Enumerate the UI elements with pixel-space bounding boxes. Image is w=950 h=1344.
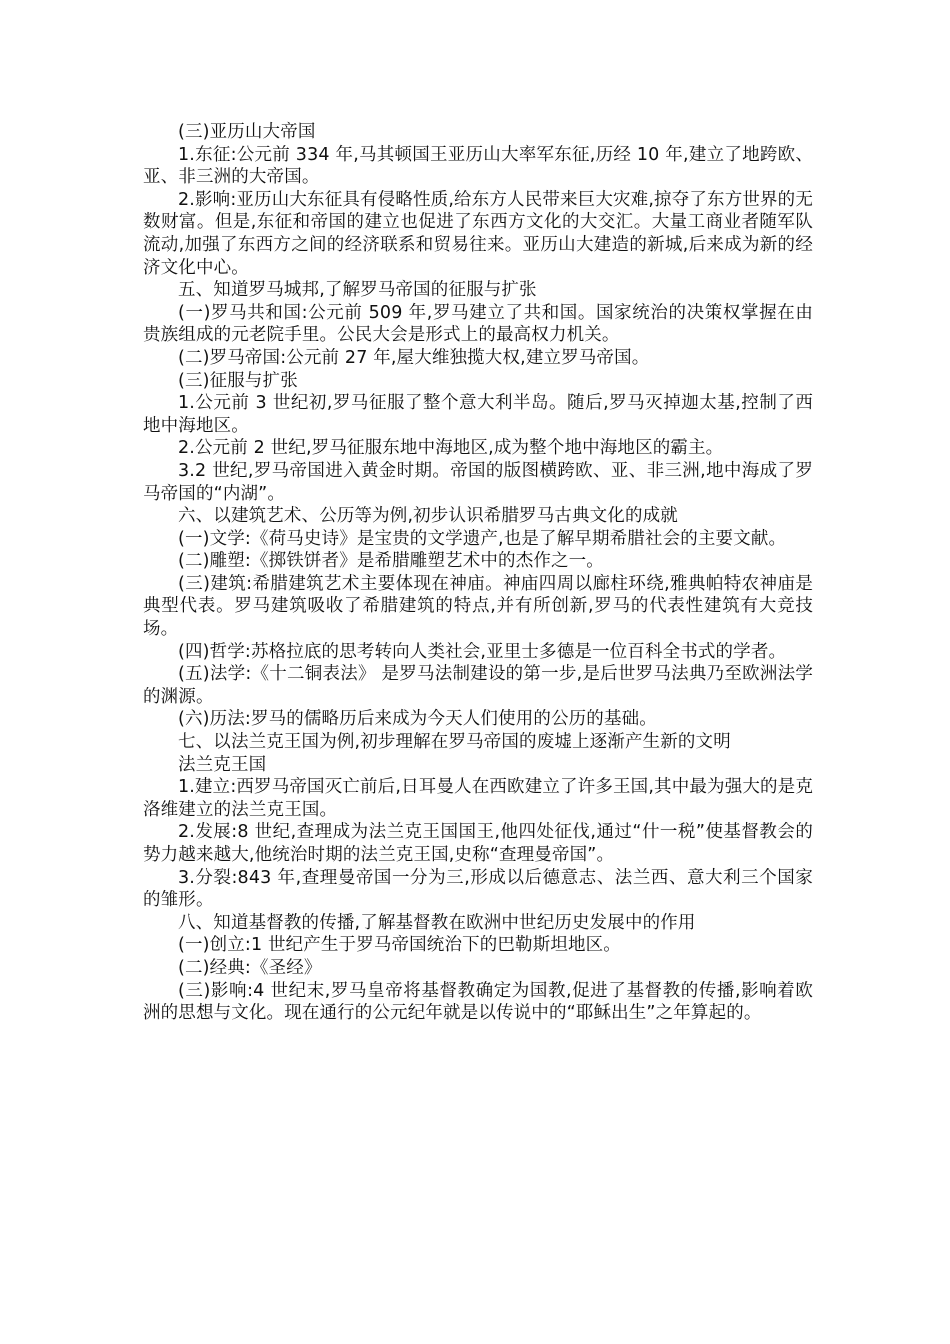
paragraph-eastern-campaign: 1.东征:公元前 334 年,马其顿国王亚历山大率军东征,历经 10 年,建立了地跨欧、亚、非三洲的大帝国。 (143, 144, 813, 188)
subsection-heading-conquest: (三)征服与扩张 (178, 370, 298, 391)
section-heading-christianity: 八、知道基督教的传播,了解基督教在欧洲中世纪历史发展中的作用 (178, 912, 696, 933)
paragraph-architecture: (三)建筑:希腊建筑艺术主要体现在神庙。神庙四周以廊柱环绕,雅典帕特农神庙是典型代表。罗马建筑吸收了希腊建筑的特点,并有所创新,罗马的代表性建筑有大竞技场。 (143, 573, 813, 640)
section-heading-rome: 五、知道罗马城邦,了解罗马帝国的征服与扩张 (178, 280, 537, 301)
paragraph-conquest-italy: 1.公元前 3 世纪初,罗马征服了整个意大利半岛。随后,罗马灭掉迦太基,控制了西地中海地区。 (143, 393, 813, 436)
paragraph-christianity-scripture: (二)经典:《圣经》 (178, 957, 322, 978)
paragraph-frank-development: 2.发展:8 世纪,查理成为法兰克王国国王,他四处征伐,通过“什一税”使基督教会的势力越来越大,他统治时期的法兰克王国,史称“查理曼帝国”。 (143, 822, 813, 865)
subsection-heading-alexander-empire: (三)亚历山大帝国 (178, 122, 316, 142)
paragraph-philosophy: (四)哲学:苏格拉底的思考转向人类社会,亚里士多德是一位百科全书式的学者。 (178, 641, 787, 662)
paragraph-law: (五)法学:《十二铜表法》 是罗马法制建设的第一步,是后世罗马法典乃至欧洲法学的渊源。 (143, 664, 813, 707)
paragraph-roman-republic: (一)罗马共和国:公元前 509 年,罗马建立了共和国。国家统治的决策权掌握在由贵族组成的元老院手里。公民大会是形式上的最高权力机关。 (143, 302, 813, 346)
paragraph-conquest-east-med: 2.公元前 2 世纪,罗马征服东地中海地区,成为整个地中海地区的霸主。 (178, 438, 724, 459)
paragraph-frank-division: 3.分裂:843 年,查理曼帝国一分为三,形成以后德意志、法兰西、意大利三个国家的雏形。 (143, 867, 813, 911)
paragraph-literature: (一)文学:《荷马史诗》是宝贵的文学遗产,也是了解早期希腊社会的主要文献。 (178, 528, 787, 549)
paragraph-sculpture: (二)雕塑:《掷铁饼者》是希腊雕塑艺术中的杰作之一。 (178, 551, 604, 572)
section-heading-classical-culture: 六、以建筑艺术、公历等为例,初步认识希腊罗马古典文化的成就 (178, 506, 678, 527)
paragraph-christianity-founding: (一)创立:1 世纪产生于罗马帝国统治下的巴勒斯坦地区。 (178, 935, 621, 956)
paragraph-roman-empire: (二)罗马帝国:公元前 27 年,屋大维独揽大权,建立罗马帝国。 (178, 347, 650, 368)
paragraph-frank-establishment: 1.建立:西罗马帝国灭亡前后,日耳曼人在西欧建立了许多王国,其中最为强大的是克洛维建立的法兰克王国。 (143, 777, 813, 820)
paragraph-golden-age: 3.2 世纪,罗马帝国进入黄金时期。帝国的版图横跨欧、亚、非三洲,地中海成了罗马帝国的“内湖”。 (143, 460, 813, 504)
subsection-heading-frankish-kingdom: 法兰克王国 (178, 754, 267, 775)
section-heading-frankish-kingdom: 七、以法兰克王国为例,初步理解在罗马帝国的废墟上逐渐产生新的文明 (178, 732, 731, 753)
document-page (143, 121, 813, 1025)
paragraph-campaign-influence: 2.影响:亚历山大东征具有侵略性质,给东方人民带来巨大灾难,掠夺了东方世界的无数财富。但是,东征和帝国的建立也促进了东西方文化的大交汇。大量工商业者随军队流动,加强了东西方之间的经济联系和贸易往来。亚历山大建造的新城,后来成为新的经济文化中心。 (143, 189, 813, 278)
paragraph-calendar: (六)历法:罗马的儒略历后来成为今天人们使用的公历的基础。 (178, 709, 657, 730)
paragraph-christianity-influence: (三)影响:4 世纪末,罗马皇帝将基督教确定为国教,促进了基督教的传播,影响着欧洲的思想与文化。现在通行的公元纪年就是以传说中的“耶稣出生”之年算起的。 (143, 980, 813, 1024)
